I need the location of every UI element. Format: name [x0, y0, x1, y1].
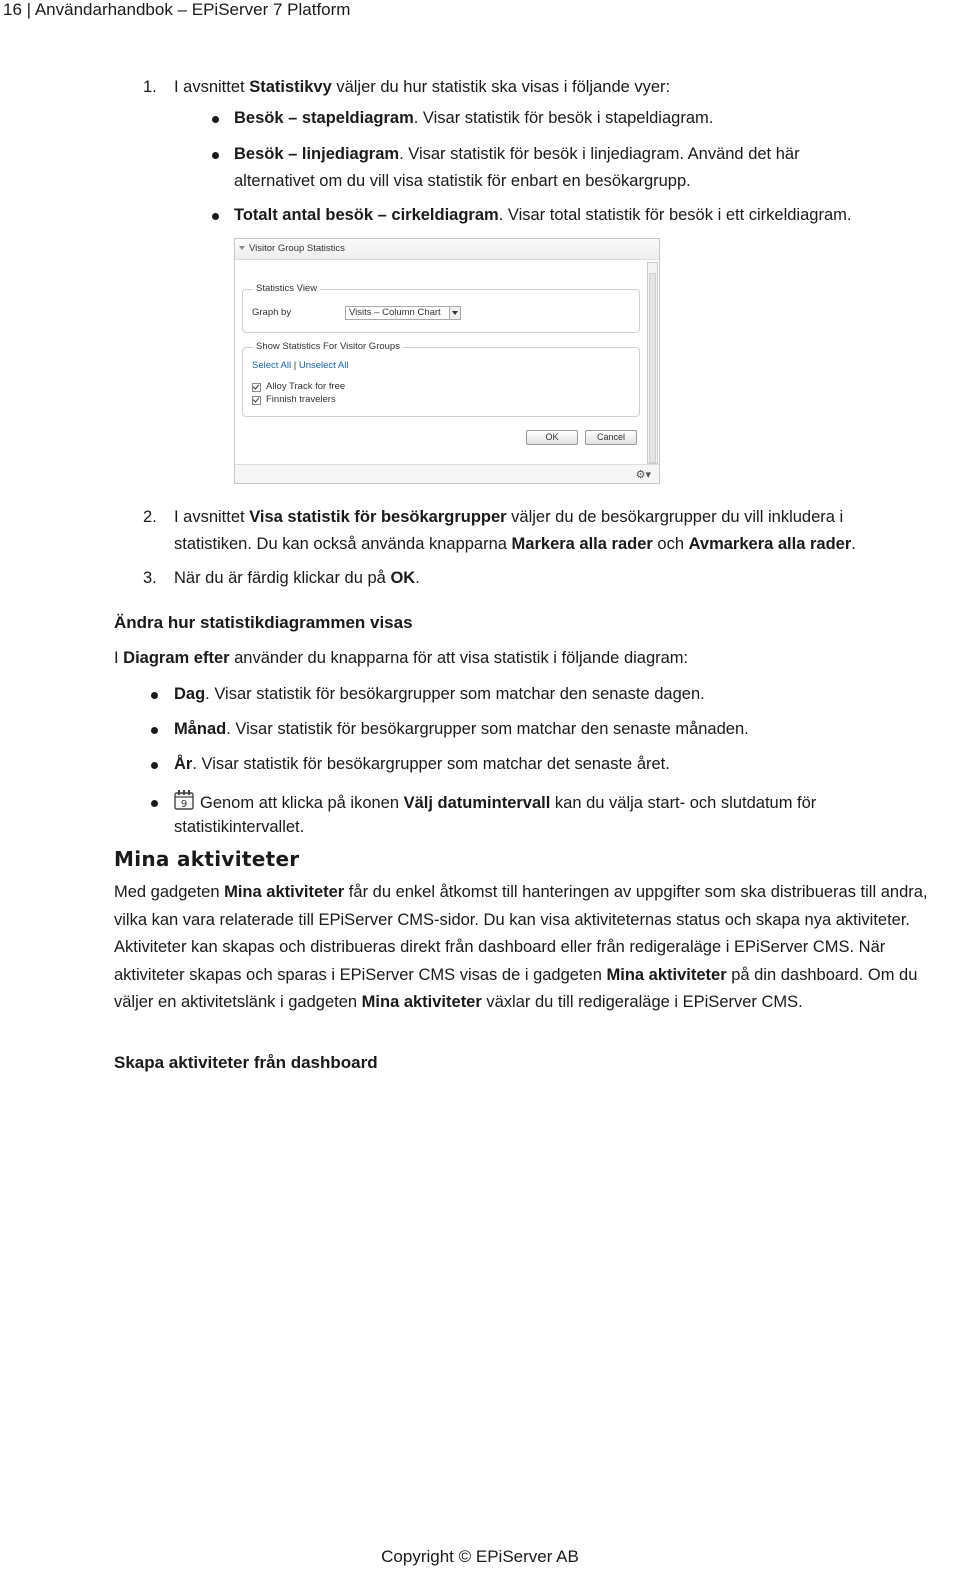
unselect-all-link[interactable]: Unselect All: [298, 360, 349, 371]
bullet-line-chart-cont: alternativet om du vill visa statistik för enbart en besökargrupp.: [234, 172, 691, 190]
graph-by-value: Visits – Column Chart: [349, 307, 441, 318]
section-heading-my-tasks: Mina aktiviteter: [114, 847, 300, 871]
bullet-dot: [212, 152, 219, 159]
step-2-text: I avsnittet Visa statistik för besökargrupper väljer du de besökargrupper du vill inkludera i: [174, 508, 844, 526]
select-all-link[interactable]: Select All: [252, 360, 292, 371]
bullet-pie-chart: Totalt antal besök – cirkeldiagram. Visar total statistik för besök i ett cirkeldiagram.: [234, 206, 852, 224]
cancel-button[interactable]: Cancel: [585, 430, 637, 445]
bullet-day: Dag. Visar statistik för besökargrupper som matchar den senaste dagen.: [174, 685, 705, 703]
step-1-text: I avsnittet Statistikvy väljer du hur statistik ska visas i följande vyer:: [174, 78, 671, 96]
widget-scrollbar[interactable]: [647, 262, 658, 464]
link-separator: |: [291, 360, 299, 371]
calendar-icon: [174, 789, 194, 809]
graph-by-select[interactable]: [345, 306, 461, 320]
bullet-date-range: 9 Genom att klicka på ikonen Välj datumintervall kan du välja start- och slutdatum för: [174, 789, 816, 813]
my-tasks-paragraph: Med gadgeten Mina aktiviteter får du enkel åtkomst till hanteringen av uppgifter som ska distribueras till andra, vilka kan vara relaterade till EPiServer CMS-sidor. Du kan visa aktiviteternas status och skapa nya aktiviteter. Aktiviteter kan skapas och distribueras direkt från dashboard eller från redigeraläge i EPiServer CMS. När aktiviteter skapas och sparas i EPiServer CMS visas de i gadgeten Mina aktiviteter på din dashboard. Om du väljer en aktivitetslänk i gadgeten Mina aktiviteter växlar du till redigeraläge i EPiServer CMS.: [114, 883, 928, 1011]
collapse-arrow-icon[interactable]: [239, 246, 245, 250]
step-2-number: 2.: [143, 508, 157, 526]
step-1-number: 1.: [143, 78, 157, 96]
page-footer: Copyright © EPiServer AB: [381, 1547, 579, 1566]
bullet-dot: [151, 727, 158, 734]
bullet-dot: [212, 116, 219, 123]
bullet-month: Månad. Visar statistik för besökargrupper som matchar den senaste månaden.: [174, 720, 749, 738]
section-intro: I Diagram efter använder du knapparna för att visa statistik i följande diagram:: [114, 649, 689, 667]
graph-by-label: Graph by: [252, 307, 292, 318]
bullet-dot: [151, 762, 158, 769]
bullet-line-chart: Besök – linjediagram. Visar statistik för besök i linjediagram. Använd det här: [234, 145, 800, 163]
calendar-icon-day: 9: [180, 799, 188, 810]
group-label-alloy: Alloy Track for free: [266, 381, 346, 392]
statistics-view-fieldset: [242, 283, 640, 333]
widget-title-bar: [235, 239, 659, 260]
step-3-text: När du är färdig klickar du på OK.: [174, 569, 420, 587]
group-checkbox-finnish[interactable]: [252, 396, 261, 405]
section-heading-change-diagrams: Ändra hur statistikdiagrammen visas: [114, 613, 413, 632]
bullet-dot: [151, 800, 158, 807]
step-2-text-cont: statistiken. Du kan också använda knapparna Markera alla rader och Avmarkera alla rader.: [174, 535, 856, 553]
bullet-dot: [212, 213, 219, 220]
widget-title: Visitor Group Statistics: [249, 243, 345, 254]
group-checkbox-alloy[interactable]: [252, 383, 261, 392]
gear-icon[interactable]: ⚙▾: [635, 469, 651, 481]
bullet-dot: [151, 692, 158, 699]
dropdown-arrow-icon[interactable]: [449, 307, 460, 319]
page-header: 16 | Användarhandbok – EPiServer 7 Platform: [3, 0, 351, 19]
bullet-date-range-cont: statistikintervallet.: [174, 818, 305, 836]
group-label-finnish: Finnish travelers: [266, 394, 336, 405]
visitor-groups-fieldset: [242, 341, 640, 417]
select-links: [252, 360, 348, 371]
bullet-year: År. Visar statistik för besökargrupper som matchar det senaste året.: [174, 755, 670, 773]
widget-footer: [235, 464, 659, 483]
visitor-groups-legend: Show Statistics For Visitor Groups: [253, 341, 403, 352]
ok-button[interactable]: OK: [526, 430, 578, 445]
subheading-create-tasks: Skapa aktiviteter från dashboard: [114, 1053, 378, 1072]
step-3-number: 3.: [143, 569, 157, 587]
statistics-view-legend: Statistics View: [253, 283, 320, 294]
bullet-column-chart: Besök – stapeldiagram. Visar statistik för besök i stapeldiagram.: [234, 109, 714, 127]
visitor-group-statistics-widget: [234, 238, 660, 484]
